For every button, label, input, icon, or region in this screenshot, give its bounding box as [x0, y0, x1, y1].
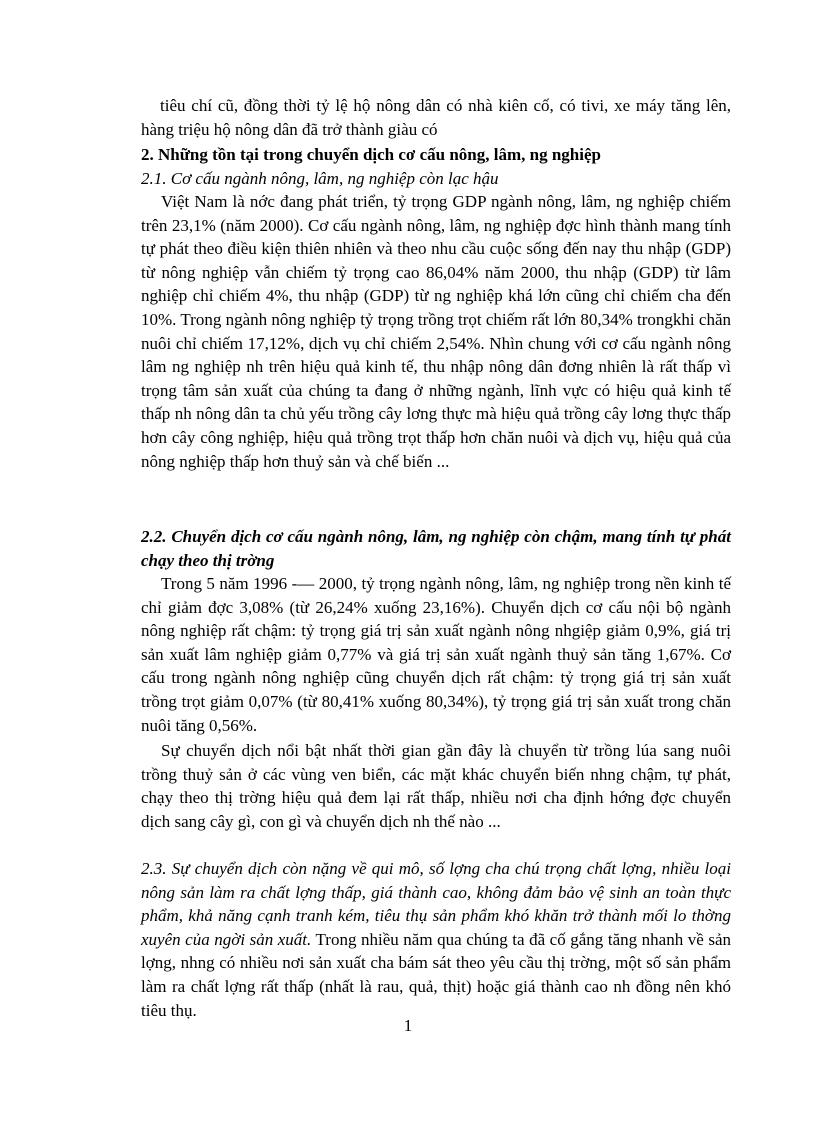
section-2-1-paragraph: Việt Nam là nớc đang phát triển, tỷ trọng GDP ngành nông, lâm, ng nghiệp chiếm trên 23,1% (năm 2000). Cơ cấu ngành nông, lâm, ng nghiệp đợc hình thành mang tính tự phát theo điều kiện thiên nhiên và theo nhu cầu cuộc sống đến nay thu nhập (GDP) từ nông nghiệp vẫn chiếm tỷ trọng cao 86,04% năm 2000, thu nhập (GDP) từ lâm nghiệp chỉ chiếm 4%, thu nhập (GDP) từ ng nghiệp khá lớn cũng chỉ chiếm cha đến 10%. Trong ngành nông nghiệp tỷ trọng trồng trọt chiếm rất lớn 80,34% trongkhi chăn nuôi chỉ chiếm 17,12%, dịch vụ chỉ chiếm 2,54%. Nhìn chung với cơ cấu ngành nông lâm ng nghiệp nh trên hiệu quả kinh tế, thu nhập nông dân đơng nhiên là rất thấp vì trọng tâm sản xuất của chúng ta đang ở những ngành, lĩnh vực có hiệu quả kinh tế thấp nh nông dân ta chủ yếu trồng cây lơng thực mà hiệu quả trồng cây lơng thực thấp hơn cây công nghiệp, hiệu quả trồng trọt thấp hơn chăn nuôi và dịch vụ, hiệu quả của nông nghiệp thấp hơn thuỷ sản và chế biến ... [141, 192, 731, 471]
section-2-2-paragraph-1: Trong 5 năm 1996 -— 2000, tỷ trọng ngành nông, lâm, ng nghiệp trong nền kinh tế chỉ giảm đợc 3,08% (từ 26,24% xuống 23,16%). Chuyển dịch cơ cấu nội bộ ngành nông nghiệp rất chậm: tỷ trọng giá trị sản xuất ngành nông nhgiệp giảm 0,9%, giá trị sản xuất lâm nghiệp giảm 0,77% và giá trị sản xuất ngành thuỷ sản tăng 1,67%. Cơ cấu trong ngành nông nghiệp cũng chuyển dịch rất chậm: tỷ trọng giá trị sản xuất trồng trọt giảm 0,07% (từ 80,41% xuống 80,34%), tỷ trọng giá trị sản xuất trong chăn nuôi tăng 0,56%. [141, 574, 731, 735]
section-2-3-block [141, 857, 731, 1022]
section-2-1-heading: 2.1. Cơ cấu ngành nông, lâm, ng nghiệp còn lạc hậu [141, 169, 499, 188]
section-2-heading: 2. Những tồn tại trong chuyển dịch cơ cấu nông, lâm, ng nghiệp [141, 145, 601, 164]
section-2-2-paragraph-2: Sự chuyển dịch nổi bật nhất thời gian gần đây là chuyển từ trồng lúa sang nuôi trồng thuỷ sản ở các vùng ven biển, các mặt khác chuyển biến nhng chậm, tự phát, chạy theo thị trờng hiệu quả đem lại rất thấp, nhiều nơi cha định hớng đợc chuyển dịch sang cây gì, con gì và chuyển dịch nh thế nào ... [141, 741, 731, 831]
section-2-3-heading: 2.3. Sự chuyển dịch còn nặng về qui mô, số lợng cha chú trọng chất lợng, nhiều loại nông sản làm ra chất lợng thấp, giá thành cao, không đảm bảo vệ sinh an toàn thực phẩm, khả năng cạnh tranh kém, tiêu thụ sản phẩm khó khăn trở thành mối lo thờng xuyên của ngời sản xuất. [141, 859, 731, 949]
page-number: 1 [403, 1016, 413, 1035]
section-2-3-paragraph: Trong nhiều năm qua chúng ta đã cố gắng tăng nhanh về sản lợng, nhng có nhiều nơi sản xuất cha bám sát theo yêu cầu thị trờng, một số sản phẩm làm ra chất lợng rất thấp (nhất là rau, quả, thịt) hoặc giá thành cao nh đồng nên khó tiêu thụ. [141, 929, 731, 1020]
intro-paragraph: tiêu chí cũ, đồng thời tỷ lệ hộ nông dân có nhà kiên cố, có tivi, xe máy tăng lên, hàng triệu hộ nông dân đã trở thành giàu có [141, 96, 731, 139]
section-2-2-heading: 2.2. Chuyển dịch cơ cấu ngành nông, lâm, ng nghiệp còn chậm, mang tính tự phát chạy theo thị trờng [141, 527, 731, 570]
